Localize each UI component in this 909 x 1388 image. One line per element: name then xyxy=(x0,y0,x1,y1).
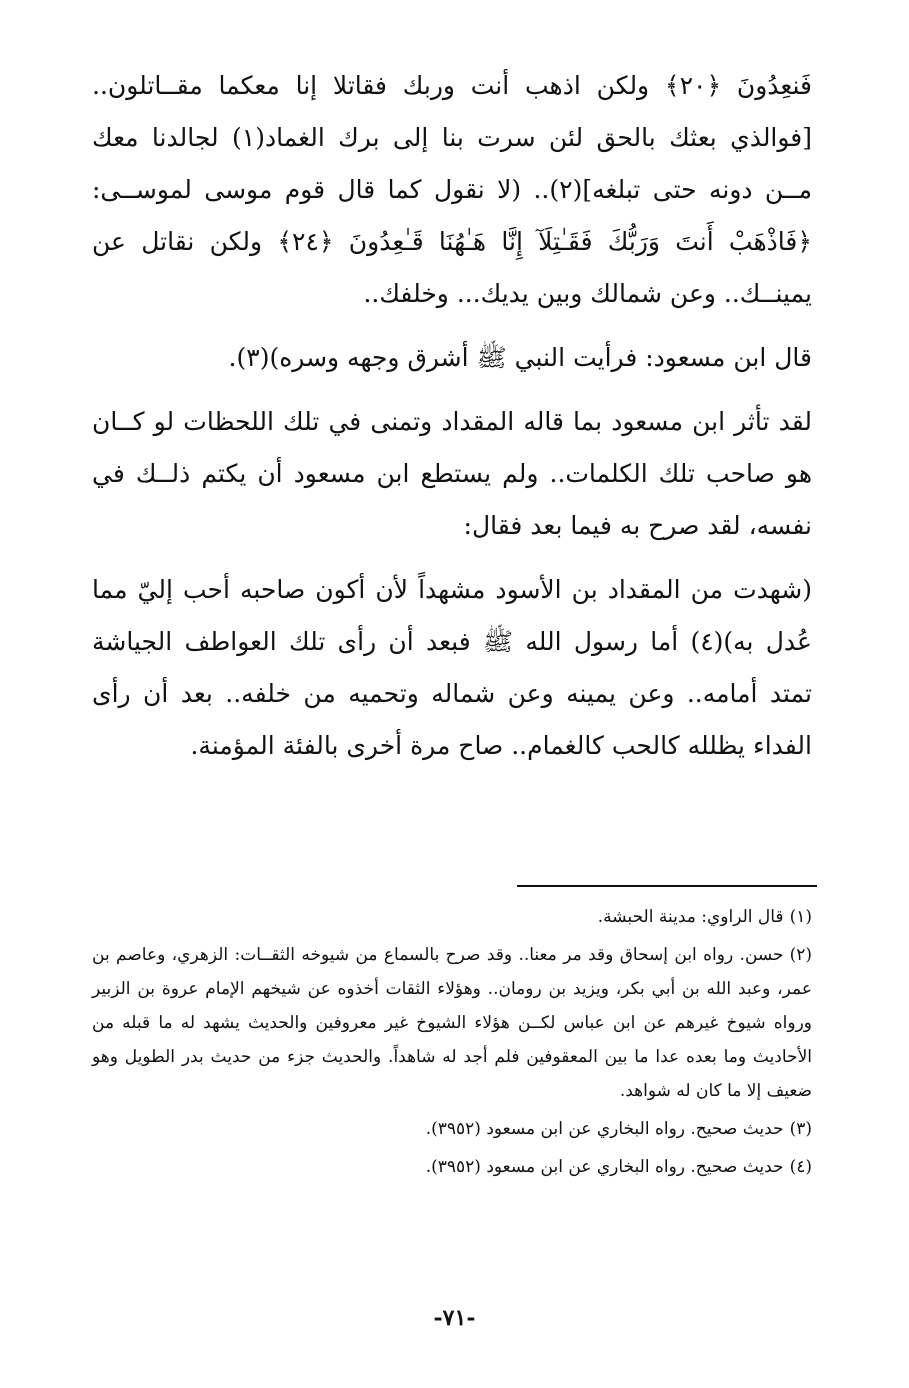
footnote-1 xyxy=(92,900,812,934)
paragraph-1: فَنعِدُونَ ﴿٢٠﴾ ولكن اذهب أنت وربك فقاتلا إنا معكما مقــاتلون.. [فوالذي بعثك بالحق لئن سرت بنا إلى برك الغماد(١) لجالدنا معك مــن دونه حتى تبلغه](٢).. (لا نقول كما قال قوم موسى لموســى: ﴿فَاذْهَبْ أَنتَ وَرَبُّكَ فَقَـٰتِلَآ إِنَّا هَـٰهُنَا قَـٰعِدُونَ ﴿٢٤﴾ ولكن نقاتل عن يمينــك.. وعن شمالك وبين يديك... وخلفك.. xyxy=(92,71,813,308)
page-number: -٧١- xyxy=(433,1305,476,1331)
footnotes xyxy=(92,900,812,1188)
paragraph-4: (شهدت من المقداد بن الأسود مشهداً لأن أكون صاحبه أحب إليّ مما عُدل به)(٤) أما رسول الله ﷺ فبعد أن رأى تلك العواطف الجياشة تمتد أمامه.. وعن يمينه وعن شماله وتحميه من خلفه.. بعد أن رأى الفداء يظلله كالحب كالغمام.. صاح مرة أخرى بالفئة المؤمنة. xyxy=(92,575,812,760)
footnote-text: حسن. رواه ابن إسحاق وقد مر معنا.. وقد صرح بالسماع من شيوخه الثقــات: الزهري، وعاصم بن عمر، وعبد الله بن أبي بكر، ويزيد بن رومان.. وهؤلاء الثقات أخذوه عن شيخهم الإمام عروة بن الزبير ورواه شيوخ غيرهم عن ابن عباس لكــن هؤلاء الشيوخ غير معروفين والحديث يشهد له ما قبله من الأحاديث وما بعده عدا ما بين المعقوفين فلم أجد له شاهداً. والحديث جزء من حديث بدر الطويل وهو ضعيف إلا ما كان له شواهد. xyxy=(92,945,812,1101)
footnote-2 xyxy=(92,938,812,1108)
footnote-number: (١) xyxy=(789,907,812,927)
footnote-text: حديث صحيح. رواه البخاري عن ابن مسعود (٣٩٥٢). xyxy=(425,1157,784,1177)
footnote-number: (٤) xyxy=(789,1157,812,1177)
footnote-text: حديث صحيح. رواه البخاري عن ابن مسعود (٣٩٥٢). xyxy=(425,1119,784,1139)
footnote-number: (٣) xyxy=(789,1119,812,1139)
footnote-text: قال الراوي: مدينة الحبشة. xyxy=(597,907,784,927)
main-text xyxy=(92,60,812,784)
footnote-4 xyxy=(92,1150,812,1184)
paragraph-2: قال ابن مسعود: فرأيت النبي ﷺ أشرق وجهه وسره)(٣). xyxy=(228,343,812,372)
paragraph-3: لقد تأثر ابن مسعود بما قاله المقداد وتمنى في تلك اللحظات لو كــان هو صاحب تلك الكلمات.. ولم يستطع ابن مسعود أن يكتم ذلــك في نفسه، لقد صرح به فيما بعد فقال: xyxy=(92,407,812,540)
footnote-3 xyxy=(92,1112,812,1146)
footnote-number: (٢) xyxy=(789,945,812,965)
footnote-separator xyxy=(517,885,817,887)
